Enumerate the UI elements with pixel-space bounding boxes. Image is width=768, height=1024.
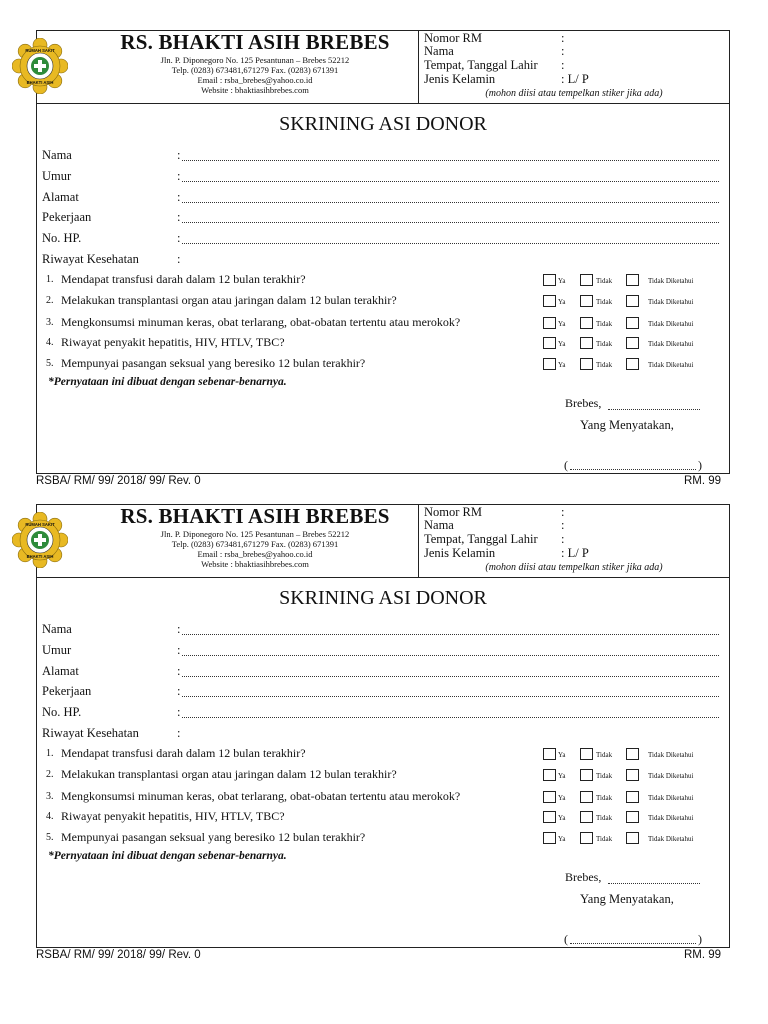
- question-text: Melakukan transplantasi organ atau jaringan dalam 12 bulan terakhir?: [61, 293, 397, 307]
- skrining-form: [0, 0, 768, 487]
- signature-place: Brebes,: [565, 396, 602, 410]
- record-note: (mohon diisi atau tempelkan stiker jika ada): [485, 88, 663, 99]
- question-text: Mengkonsumsi minuman keras, obat terlarang, obat-obatan tertentu atau merokok?: [61, 789, 461, 803]
- form-title: SKRINING ASI DONOR: [279, 587, 487, 609]
- option-tidak-diketahui-label: Tidak Diketahui: [648, 361, 694, 369]
- option-tidak-label: Tidak: [596, 340, 613, 348]
- signature-name-line[interactable]: [570, 943, 696, 944]
- record-field-label: Jenis Kelamin: [424, 546, 496, 560]
- checkbox-tidak-diketahui[interactable]: [626, 832, 639, 844]
- checkbox-tidak[interactable]: [580, 358, 593, 370]
- form-title: SKRINING ASI DONOR: [279, 113, 487, 135]
- question-text: Mempunyai pasangan seksual yang beresiko 12 bulan terakhir?: [61, 830, 366, 844]
- personal-field-input-line[interactable]: [182, 655, 719, 656]
- personal-field-colon: :: [177, 705, 181, 719]
- header-divider: [36, 577, 730, 578]
- personal-field-input-line[interactable]: [182, 181, 719, 182]
- option-tidak-diketahui-label: Tidak Diketahui: [648, 298, 694, 306]
- hospital-email: Email : rsba_brebes@yahoo.co.id: [197, 75, 313, 85]
- question-number: 4.: [46, 337, 54, 348]
- question-number: 2.: [46, 295, 54, 306]
- personal-field-input-line[interactable]: [182, 696, 719, 697]
- option-ya-label: Ya: [558, 835, 566, 843]
- signature-place: Brebes,: [565, 870, 602, 884]
- health-history-colon: :: [177, 252, 181, 266]
- personal-field-input-line[interactable]: [182, 676, 719, 677]
- option-tidak-diketahui-label: Tidak Diketahui: [648, 320, 694, 328]
- question-number: 3.: [46, 791, 54, 802]
- record-field-value[interactable]: :: [561, 31, 565, 45]
- question-number: 4.: [46, 811, 54, 822]
- record-field-label: Nama: [424, 44, 454, 58]
- hospital-name: RS. BHAKTI ASIH BREBES: [120, 30, 390, 54]
- logo-text-top: RUMAH SAKIT: [25, 48, 55, 53]
- form-code: RSBA/ RM/ 99/ 2018/ 99/ Rev. 0: [36, 949, 201, 961]
- personal-field-label: Pekerjaan: [42, 210, 92, 224]
- personal-field-label: Alamat: [42, 664, 79, 678]
- personal-field-label: Nama: [42, 148, 72, 162]
- logo-text-bottom: BHAKTI ASIH: [26, 554, 54, 559]
- health-history-label: Riwayat Kesehatan: [42, 726, 139, 740]
- record-field-value[interactable]: :: [561, 505, 565, 519]
- record-field-label: Tempat, Tanggal Lahir: [424, 58, 538, 72]
- hospital-website: Website : bhaktiasihbrebes.com: [201, 85, 309, 95]
- option-tidak-label: Tidak: [596, 835, 613, 843]
- record-field-value[interactable]: :: [561, 518, 565, 532]
- question-text: Mengkonsumsi minuman keras, obat terlarang, obat-obatan tertentu atau merokok?: [61, 315, 461, 329]
- personal-field-label: No. HP.: [42, 231, 82, 245]
- personal-field-colon: :: [177, 684, 181, 698]
- statement-text: *Pernyataan ini dibuat dengan sebenar-benarnya.: [48, 850, 287, 862]
- personal-field-input-line[interactable]: [182, 717, 719, 718]
- checkbox-tidak[interactable]: [580, 274, 593, 286]
- personal-field-colon: :: [177, 169, 181, 183]
- question-number: 1.: [46, 748, 54, 759]
- health-history-label: Riwayat Kesehatan: [42, 252, 139, 266]
- option-ya-label: Ya: [558, 361, 566, 369]
- option-ya-label: Ya: [558, 340, 566, 348]
- personal-field-colon: :: [177, 148, 181, 162]
- checkbox-tidak[interactable]: [580, 769, 593, 781]
- option-tidak-label: Tidak: [596, 794, 613, 802]
- option-tidak-diketahui-label: Tidak Diketahui: [648, 794, 694, 802]
- personal-field-input-line[interactable]: [182, 202, 719, 203]
- checkbox-ya[interactable]: [543, 769, 556, 781]
- hospital-address: Jln. P. Diponegoro No. 125 Pesantunan – Brebes 52212: [160, 529, 350, 539]
- record-field-value[interactable]: :: [561, 532, 565, 546]
- checkbox-tidak[interactable]: [580, 791, 593, 803]
- personal-field-label: Umur: [42, 643, 72, 657]
- checkbox-ya[interactable]: [543, 832, 556, 844]
- personal-field-label: No. HP.: [42, 705, 82, 719]
- question-text: Riwayat penyakit hepatitis, HIV, HTLV, TBC?: [61, 809, 285, 823]
- signature-open-paren: (: [564, 932, 568, 946]
- record-field-label: Nama: [424, 518, 454, 532]
- option-tidak-label: Tidak: [596, 320, 613, 328]
- option-ya-label: Ya: [558, 277, 566, 285]
- personal-field-colon: :: [177, 190, 181, 204]
- question-number: 1.: [46, 274, 54, 285]
- record-field-label: Nomor RM: [424, 505, 482, 519]
- checkbox-ya[interactable]: [543, 274, 556, 286]
- option-tidak-label: Tidak: [596, 298, 613, 306]
- signature-name-line[interactable]: [570, 469, 696, 470]
- signature-signer-label: Yang Menyatakan,: [580, 892, 674, 906]
- option-tidak-diketahui-label: Tidak Diketahui: [648, 835, 694, 843]
- personal-field-colon: :: [177, 210, 181, 224]
- checkbox-tidak[interactable]: [580, 337, 593, 349]
- health-history-colon: :: [177, 726, 181, 740]
- hospital-logo-icon: [12, 38, 68, 94]
- option-tidak-label: Tidak: [596, 814, 613, 822]
- personal-field-input-line[interactable]: [182, 243, 719, 244]
- question-text: Melakukan transplantasi organ atau jaringan dalam 12 bulan terakhir?: [61, 767, 397, 781]
- checkbox-ya[interactable]: [543, 358, 556, 370]
- personal-field-label: Umur: [42, 169, 72, 183]
- signature-date-line[interactable]: [608, 883, 700, 884]
- form-rm-number: RM. 99: [684, 949, 722, 961]
- checkbox-ya[interactable]: [543, 811, 556, 823]
- option-tidak-diketahui-label: Tidak Diketahui: [648, 751, 694, 759]
- logo-text-bottom: BHAKTI ASIH: [26, 80, 54, 85]
- option-tidak-label: Tidak: [596, 277, 613, 285]
- option-tidak-diketahui-label: Tidak Diketahui: [648, 772, 694, 780]
- signature-open-paren: (: [564, 458, 568, 472]
- record-field-label: Nomor RM: [424, 31, 482, 45]
- option-tidak-label: Tidak: [596, 361, 613, 369]
- personal-field-label: Alamat: [42, 190, 79, 204]
- header-divider: [36, 103, 730, 104]
- form-rm-number: RM. 99: [684, 475, 722, 487]
- statement-text: *Pernyataan ini dibuat dengan sebenar-benarnya.: [48, 376, 287, 388]
- personal-field-input-line[interactable]: [182, 634, 719, 635]
- personal-field-label: Nama: [42, 622, 72, 636]
- checkbox-tidak[interactable]: [580, 295, 593, 307]
- personal-field-label: Pekerjaan: [42, 684, 92, 698]
- checkbox-tidak-diketahui[interactable]: [626, 358, 639, 370]
- hospital-logo-icon: [12, 512, 68, 568]
- option-ya-label: Ya: [558, 320, 566, 328]
- question-text: Mendapat transfusi darah dalam 12 bulan terakhir?: [61, 272, 306, 286]
- hospital-phone: Telp. (0283) 673481,671279 Fax. (0283) 671391: [171, 539, 339, 549]
- checkbox-tidak-diketahui[interactable]: [626, 791, 639, 803]
- option-ya-label: Ya: [558, 298, 566, 306]
- question-number: 2.: [46, 769, 54, 780]
- question-text: Riwayat penyakit hepatitis, HIV, HTLV, TBC?: [61, 335, 285, 349]
- hospital-phone: Telp. (0283) 673481,671279 Fax. (0283) 671391: [171, 65, 339, 75]
- checkbox-tidak[interactable]: [580, 811, 593, 823]
- record-field-label: Jenis Kelamin: [424, 72, 496, 86]
- checkbox-ya[interactable]: [543, 748, 556, 760]
- checkbox-ya[interactable]: [543, 295, 556, 307]
- question-number: 5.: [46, 358, 54, 369]
- signature-close-paren: ): [698, 932, 702, 946]
- checkbox-tidak[interactable]: [580, 317, 593, 329]
- personal-field-colon: :: [177, 664, 181, 678]
- option-tidak-diketahui-label: Tidak Diketahui: [648, 340, 694, 348]
- signature-signer-label: Yang Menyatakan,: [580, 418, 674, 432]
- hospital-address: Jln. P. Diponegoro No. 125 Pesantunan – Brebes 52212: [160, 55, 350, 65]
- personal-field-colon: :: [177, 622, 181, 636]
- checkbox-ya[interactable]: [543, 337, 556, 349]
- question-text: Mendapat transfusi darah dalam 12 bulan terakhir?: [61, 746, 306, 760]
- option-ya-label: Ya: [558, 751, 566, 759]
- option-tidak-diketahui-label: Tidak Diketahui: [648, 277, 694, 285]
- personal-field-input-line[interactable]: [182, 160, 719, 161]
- option-tidak-diketahui-label: Tidak Diketahui: [648, 814, 694, 822]
- record-note: (mohon diisi atau tempelkan stiker jika ada): [485, 562, 663, 573]
- record-field-value[interactable]: :: [561, 44, 565, 58]
- record-field-label: Tempat, Tanggal Lahir: [424, 532, 538, 546]
- checkbox-tidak[interactable]: [580, 832, 593, 844]
- checkbox-tidak[interactable]: [580, 748, 593, 760]
- hospital-website: Website : bhaktiasihbrebes.com: [201, 559, 309, 569]
- option-ya-label: Ya: [558, 794, 566, 802]
- hospital-name: RS. BHAKTI ASIH BREBES: [120, 504, 390, 528]
- signature-close-paren: ): [698, 458, 702, 472]
- checkbox-tidak-diketahui[interactable]: [626, 274, 639, 286]
- option-tidak-label: Tidak: [596, 772, 613, 780]
- personal-field-input-line[interactable]: [182, 222, 719, 223]
- question-number: 5.: [46, 832, 54, 843]
- personal-field-colon: :: [177, 643, 181, 657]
- hospital-email: Email : rsba_brebes@yahoo.co.id: [197, 549, 313, 559]
- logo-text-top: RUMAH SAKIT: [25, 522, 55, 527]
- checkbox-tidak-diketahui[interactable]: [626, 811, 639, 823]
- option-ya-label: Ya: [558, 772, 566, 780]
- personal-field-colon: :: [177, 231, 181, 245]
- record-field-value[interactable]: : L/ P: [561, 546, 589, 560]
- checkbox-tidak-diketahui[interactable]: [626, 295, 639, 307]
- checkbox-ya[interactable]: [543, 317, 556, 329]
- checkbox-tidak-diketahui[interactable]: [626, 748, 639, 760]
- checkbox-tidak-diketahui[interactable]: [626, 337, 639, 349]
- checkbox-tidak-diketahui[interactable]: [626, 317, 639, 329]
- record-field-value[interactable]: :: [561, 58, 565, 72]
- question-text: Mempunyai pasangan seksual yang beresiko 12 bulan terakhir?: [61, 356, 366, 370]
- skrining-form: [0, 474, 768, 961]
- option-ya-label: Ya: [558, 814, 566, 822]
- signature-date-line[interactable]: [608, 409, 700, 410]
- question-number: 3.: [46, 317, 54, 328]
- record-field-value[interactable]: : L/ P: [561, 72, 589, 86]
- checkbox-ya[interactable]: [543, 791, 556, 803]
- option-tidak-label: Tidak: [596, 751, 613, 759]
- form-code: RSBA/ RM/ 99/ 2018/ 99/ Rev. 0: [36, 475, 201, 487]
- checkbox-tidak-diketahui[interactable]: [626, 769, 639, 781]
